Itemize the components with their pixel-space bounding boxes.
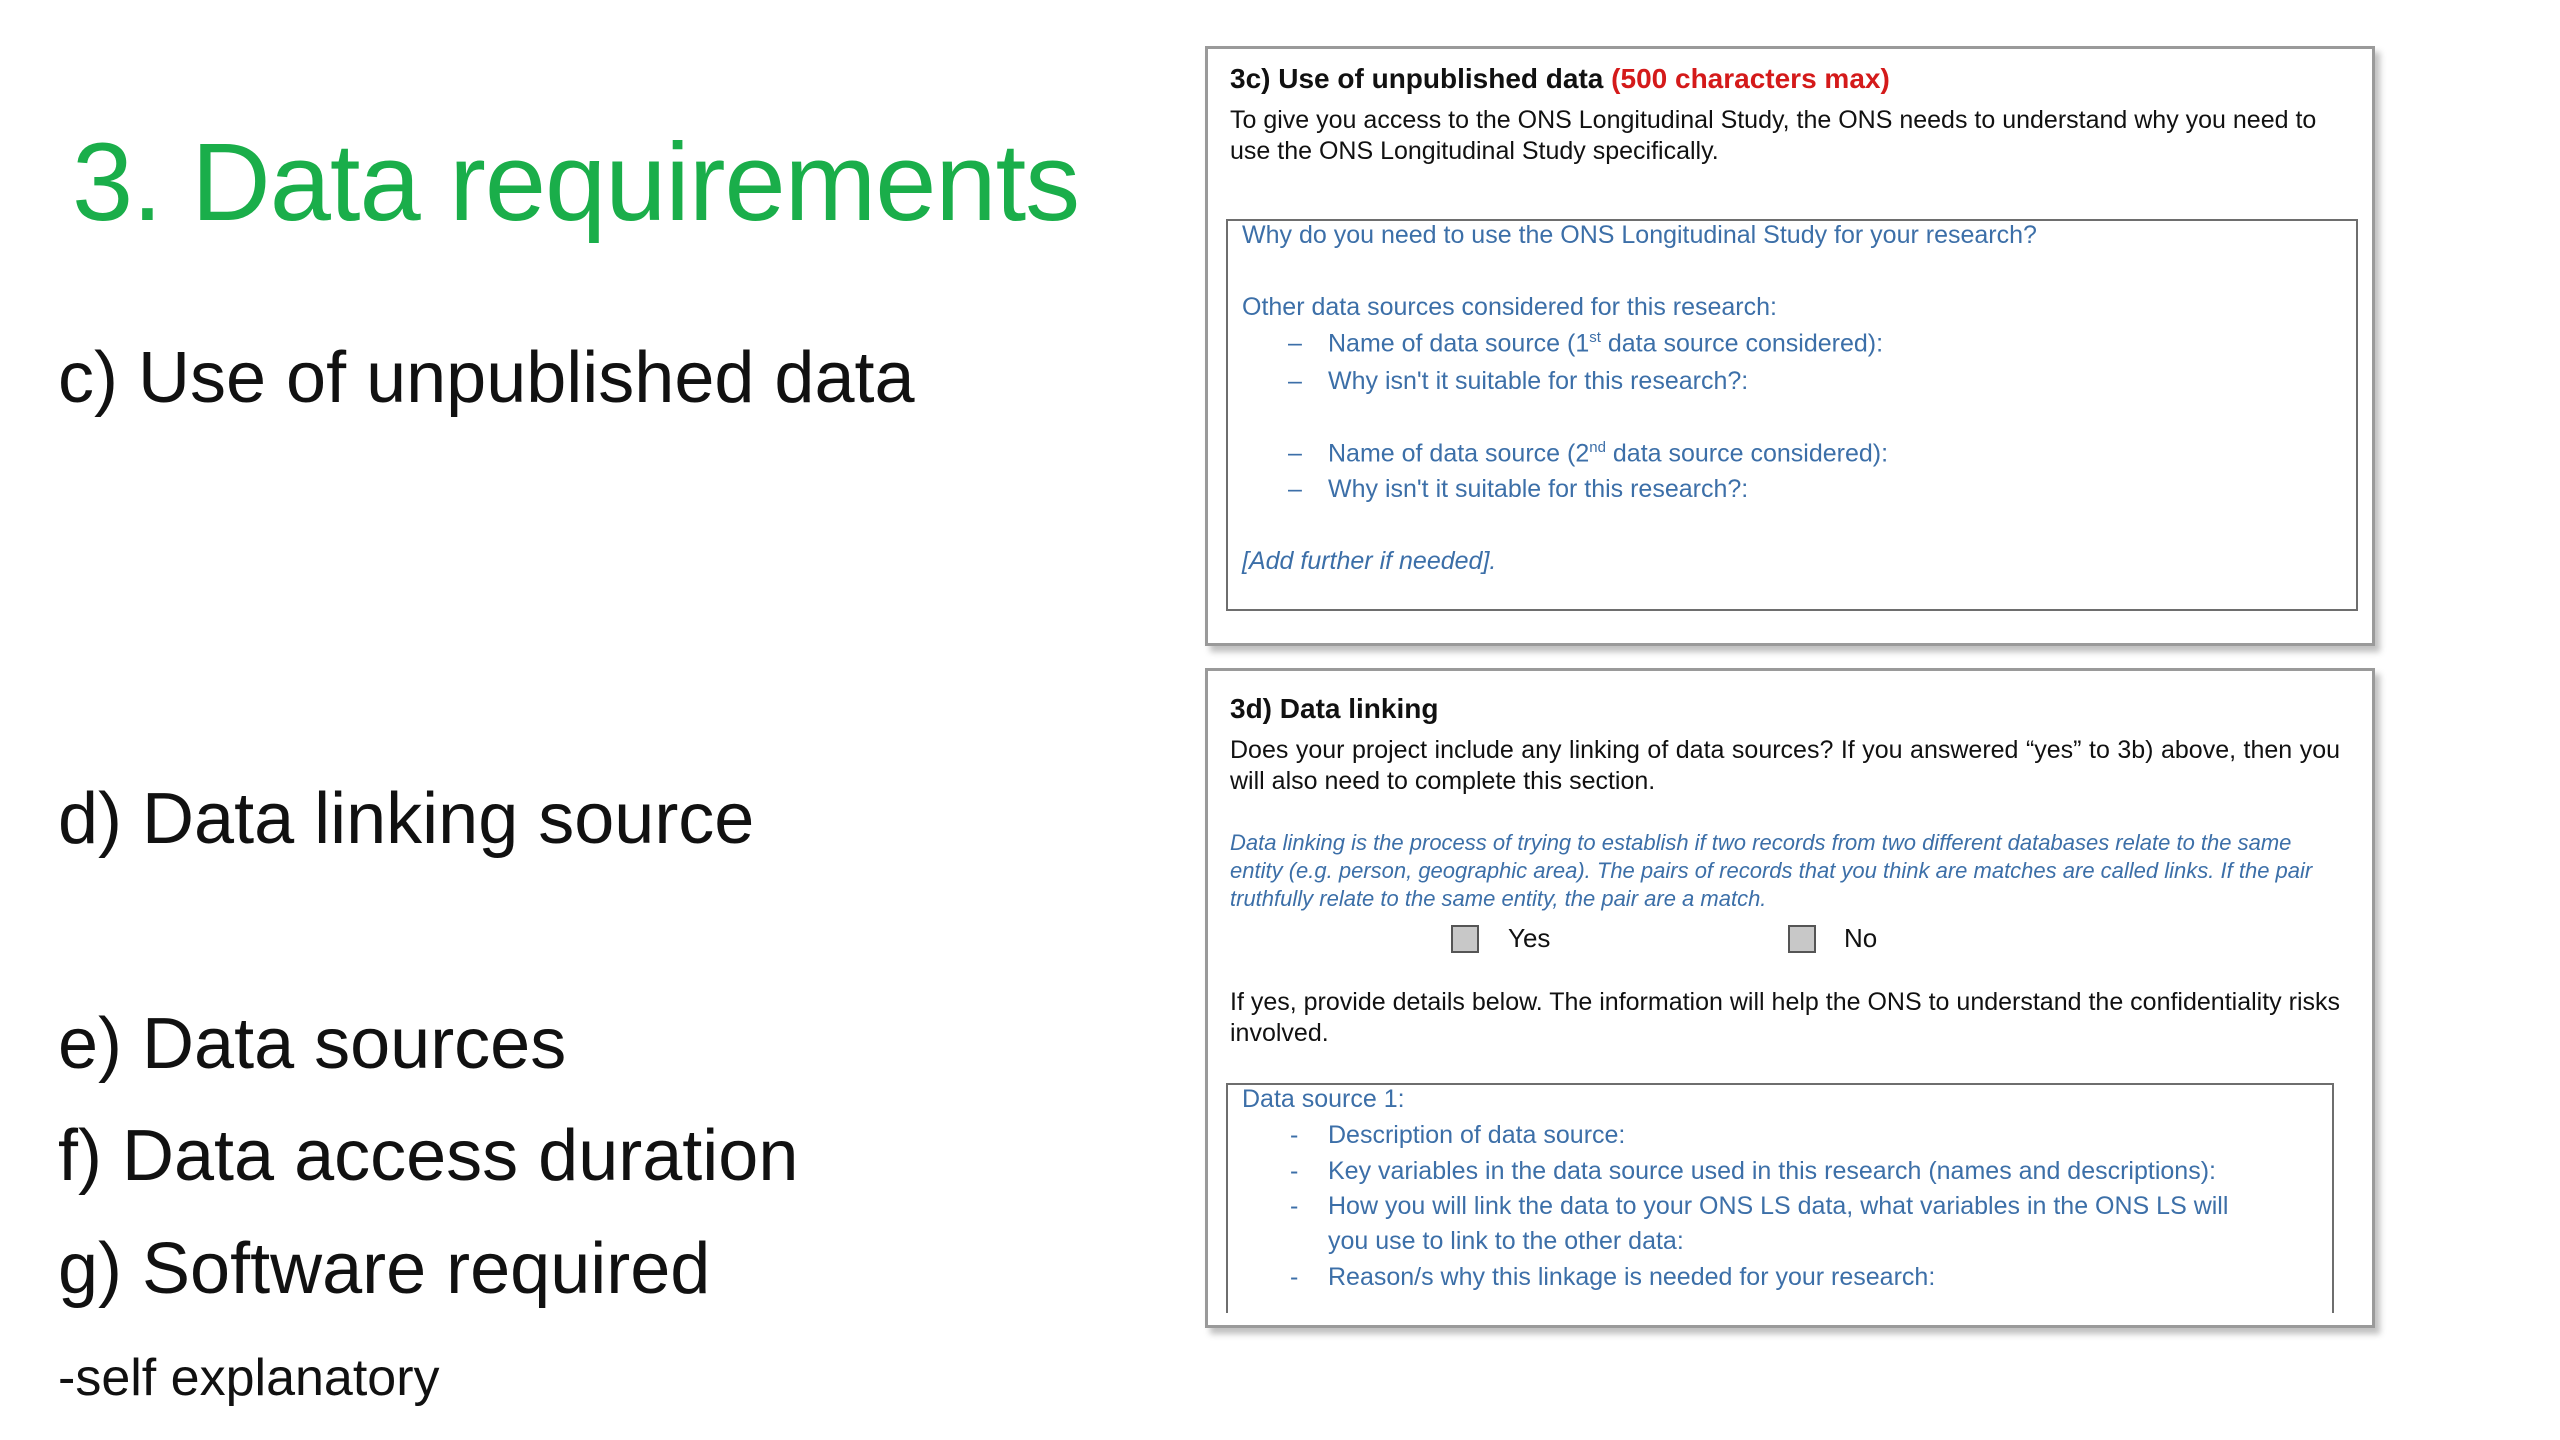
key-variables-label: Key variables in the data source used in this research (names and descriptions):: [1328, 1157, 2216, 1185]
dash-marker: –: [1288, 367, 1302, 395]
yes-label: Yes: [1508, 923, 1551, 953]
character-limit-note: (500 characters max): [1611, 63, 1890, 94]
bullet-data-access-duration: f) Data access duration: [58, 1116, 799, 1196]
bullet-data-linking-source: d) Data linking source: [58, 779, 755, 859]
bullet-software-required: g) Software required: [58, 1229, 711, 1309]
yes-checkbox[interactable]: [1451, 925, 1479, 953]
linkage-reason-label: Reason/s why this linkage is needed for your research:: [1328, 1263, 1936, 1291]
first-source-name-label: Name of data source (1st data source considered):: [1328, 329, 1884, 358]
dash-marker: -: [1290, 1157, 1299, 1185]
bullet-data-sources: e) Data sources: [58, 1004, 567, 1084]
section-3d-intro: Does your project include any linking of data sources? If you answered “yes” to 3b) above, then you will also need to complete this section.: [1230, 736, 2340, 795]
second-source-name-label: Name of data source (2nd data source considered):: [1328, 439, 1889, 468]
question-why-ons-ls: Why do you need to use the ONS Longitudinal Study for your research?: [1242, 221, 2037, 249]
section-3c-heading-text: 3c) Use of unpublished data: [1230, 63, 1604, 94]
data-linking-definition: Data linking is the process of trying to establish if two records from two different databases relate to the same entity (e.g. person, geographic area). The pairs of records that you think are matches are called links. If the pair truthfully relate to the same entity, the pair are a match.: [1230, 830, 2313, 911]
section-3d-heading: 3d) Data linking: [1230, 693, 1439, 724]
answer-box-3c[interactable]: [1226, 219, 2358, 611]
answer-box-3d[interactable]: [1226, 1083, 2334, 1313]
dash-marker: –: [1288, 475, 1302, 503]
linking-method-label-cont: you use to link to the other data:: [1328, 1227, 1684, 1255]
form-section-3d: [1205, 668, 2375, 1328]
no-checkbox[interactable]: [1788, 925, 1816, 953]
section-3c-heading: [1230, 63, 1890, 95]
second-source-why-label: Why isn't it suitable for this research?:: [1328, 475, 1749, 503]
dash-marker: -: [1290, 1263, 1299, 1291]
slide-title: 3. Data requirements: [72, 121, 1080, 244]
details-instruction: If yes, provide details below. The information will help the ONS to understand the confidentiality risks involved.: [1230, 988, 2340, 1047]
no-label: No: [1844, 923, 1878, 953]
other-data-sources-label: Other data sources considered for this research:: [1242, 293, 1777, 321]
dash-marker: -: [1290, 1192, 1299, 1220]
dash-marker: –: [1288, 329, 1302, 357]
dash-marker: –: [1288, 439, 1302, 467]
note-self-explanatory: -self explanatory: [58, 1349, 440, 1407]
linking-method-label: How you will link the data to your ONS LS data, what variables in the ONS LS will: [1328, 1192, 2229, 1220]
form-section-3c: [1205, 46, 2375, 646]
description-label: Description of data source:: [1328, 1121, 1626, 1149]
section-3c-intro: To give you access to the ONS Longitudinal Study, the ONS needs to understand why you need to use the ONS Longitudinal Study specifically.: [1230, 106, 2317, 165]
dash-marker: -: [1290, 1121, 1299, 1149]
data-source-1-title: Data source 1:: [1242, 1085, 1405, 1113]
add-further-note: [Add further if needed].: [1242, 547, 1497, 575]
first-source-why-label: Why isn't it suitable for this research?:: [1328, 367, 1749, 395]
bullet-use-of-unpublished-data: c) Use of unpublished data: [58, 338, 915, 418]
